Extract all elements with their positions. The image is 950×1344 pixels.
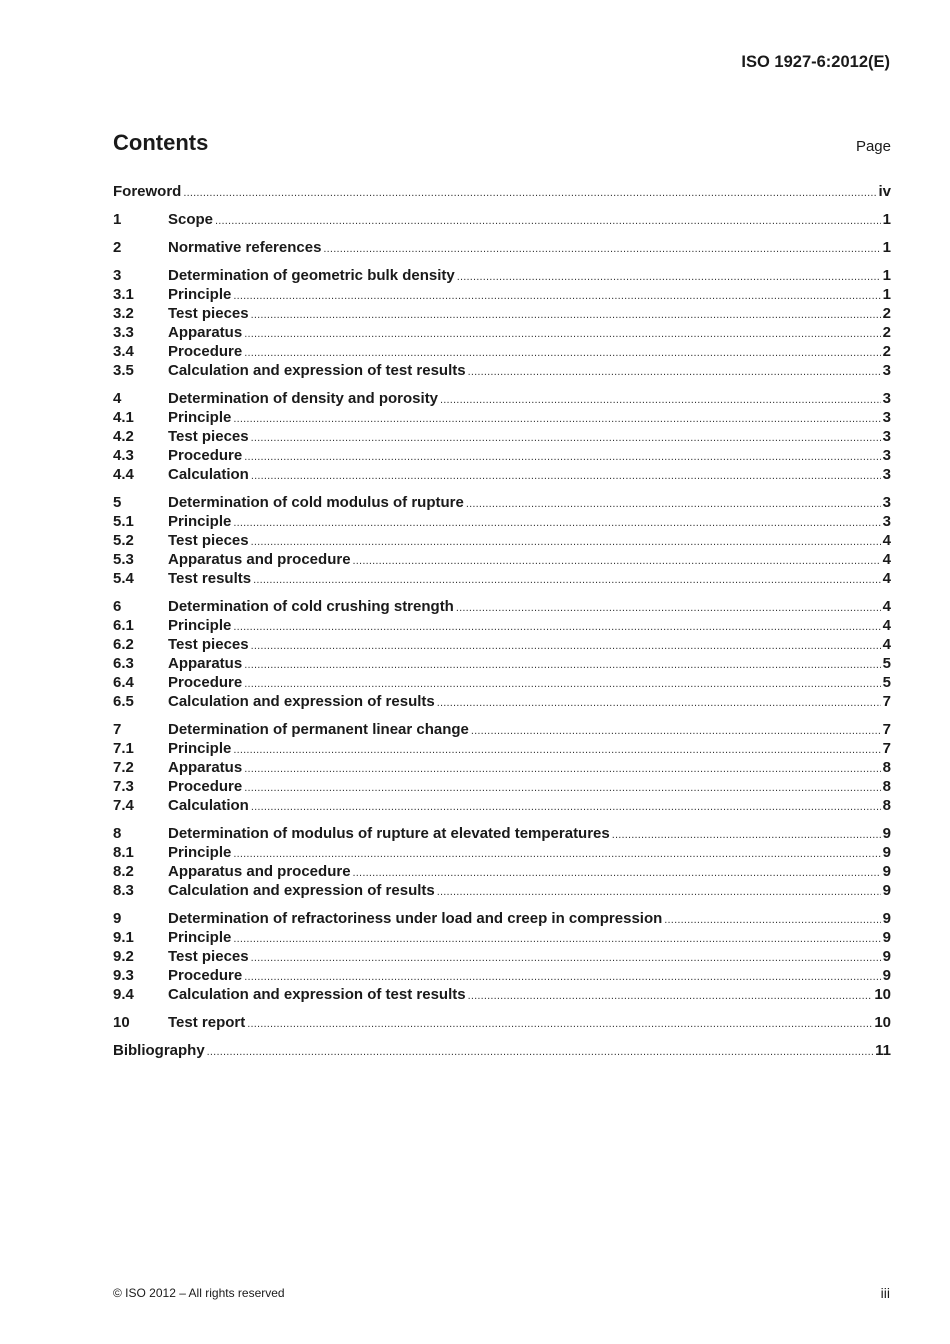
toc-entry-title: Procedure [168, 778, 243, 795]
toc-dot-leader [233, 741, 880, 760]
toc-entry[interactable] [113, 881, 891, 900]
toc-entry-page: 7 [882, 740, 891, 757]
toc-entry-title: Principle [168, 617, 232, 634]
toc-entry-number: 5.4 [113, 570, 134, 587]
toc-entry-number: 1 [113, 211, 122, 228]
toc-entry[interactable] [113, 720, 891, 739]
toc-entry-title: Determination of refractoriness under load and creep in compression [168, 910, 663, 927]
toc-entry-title: Apparatus [168, 655, 243, 672]
toc-entry-number: 7.2 [113, 759, 134, 776]
toc-entry-number: 6.4 [113, 674, 134, 691]
toc-entry-page: 9 [882, 967, 891, 984]
toc-entry[interactable] [113, 928, 891, 947]
toc-entry-title: Apparatus [168, 324, 243, 341]
toc-entry[interactable] [113, 569, 891, 588]
toc-dot-leader [244, 760, 880, 779]
toc-entry-title: Determination of density and porosity [168, 390, 439, 407]
toc-entry-page: 8 [882, 797, 891, 814]
toc-entry-number: 6 [113, 598, 122, 615]
contents-heading: Contents [113, 130, 209, 155]
toc-entry[interactable] [113, 909, 891, 928]
toc-entry-title: Calculation and expression of test results [168, 986, 466, 1003]
toc-entry[interactable] [113, 408, 891, 427]
toc-entry[interactable] [113, 597, 891, 616]
toc-entry[interactable] [113, 796, 891, 815]
toc-entry-number: 3.5 [113, 362, 134, 379]
toc-entry-page: 3 [882, 362, 891, 379]
toc-entry[interactable] [113, 550, 891, 569]
toc-dot-leader [323, 240, 880, 259]
toc-entry-number: 3.4 [113, 343, 134, 360]
toc-entry[interactable] [113, 673, 891, 692]
toc-dot-leader [183, 184, 876, 203]
toc-entry-title: Principle [168, 513, 232, 530]
toc-entry-page: 1 [882, 267, 891, 284]
toc-entry[interactable] [113, 512, 891, 531]
toc-dot-leader [233, 514, 880, 533]
toc-entry-title: Calculation [168, 797, 249, 814]
toc-entry[interactable] [113, 210, 891, 229]
toc-entry-title: Determination of cold modulus of rupture [168, 494, 464, 511]
toc-entry-page: 8 [882, 759, 891, 776]
toc-entry-page: 3 [882, 409, 891, 426]
toc-entry[interactable] [113, 616, 891, 635]
toc-entry[interactable] [113, 427, 891, 446]
toc-dot-leader [664, 911, 880, 930]
toc-dot-leader [251, 429, 881, 448]
toc-entry-title: Principle [168, 409, 232, 426]
toc-entry[interactable] [113, 739, 891, 758]
toc-entry[interactable] [113, 361, 891, 380]
toc-entry[interactable] [113, 777, 891, 796]
toc-entry-page: 4 [882, 532, 891, 549]
toc-entry-page: 3 [882, 466, 891, 483]
toc-entry-page: 4 [882, 551, 891, 568]
toc-entry-page: 9 [882, 929, 891, 946]
toc-entry-title: Calculation and expression of test results [168, 362, 466, 379]
toc-entry[interactable] [113, 304, 891, 323]
toc-entry[interactable] [113, 1041, 891, 1060]
toc-entry[interactable] [113, 266, 891, 285]
toc-entry-number: 7.3 [113, 778, 134, 795]
copyright-notice: © ISO 2012 – All rights reserved [113, 1286, 285, 1300]
toc-entry-title: Test pieces [168, 948, 249, 965]
toc-dot-leader [353, 552, 881, 571]
toc-entry-title: Determination of permanent linear change [168, 721, 469, 738]
toc-dot-leader [233, 618, 880, 637]
toc-dot-leader [468, 363, 881, 382]
toc-entry[interactable] [113, 824, 891, 843]
toc-entry-page: 2 [882, 305, 891, 322]
toc-entry-number: 3 [113, 267, 122, 284]
toc-entry-title: Determination of modulus of rupture at elevated temperatures [168, 825, 610, 842]
toc-entry-page: 2 [882, 324, 891, 341]
toc-entry-page: 4 [882, 636, 891, 653]
toc-entry-title: Calculation and expression of results [168, 882, 435, 899]
toc-entry-page: 7 [882, 693, 891, 710]
toc-entry-number: 5 [113, 494, 122, 511]
toc-entry-number: 9.3 [113, 967, 134, 984]
toc-entry[interactable] [113, 531, 891, 550]
toc-entry-number: 4.3 [113, 447, 134, 464]
toc-entry-page: 4 [882, 570, 891, 587]
toc-entry-number: 4 [113, 390, 122, 407]
toc-entry-page: 8 [882, 778, 891, 795]
toc-dot-leader [244, 325, 880, 344]
toc-entry-title: Principle [168, 740, 232, 757]
table-of-contents [113, 182, 891, 1060]
toc-dot-leader [251, 306, 881, 325]
page-number: iii [880, 1285, 890, 1301]
toc-entry-title: Calculation [168, 466, 249, 483]
toc-entry-title: Apparatus [168, 759, 243, 776]
toc-entry-number: 7.1 [113, 740, 134, 757]
toc-entry[interactable] [113, 182, 891, 201]
toc-entry-title: Procedure [168, 447, 243, 464]
toc-entry-title: Foreword [113, 183, 182, 200]
toc-entry-page: 11 [875, 1042, 891, 1059]
toc-dot-leader [456, 599, 881, 618]
toc-entry-page: 9 [882, 844, 891, 861]
toc-dot-leader [233, 410, 880, 429]
toc-dot-leader [251, 949, 881, 968]
toc-entry-number: 7 [113, 721, 122, 738]
toc-entry-number: 5.3 [113, 551, 134, 568]
toc-entry-number: 4.4 [113, 466, 134, 483]
toc-dot-leader [466, 495, 881, 514]
toc-entry[interactable] [113, 1013, 891, 1032]
toc-entry-number: 2 [113, 239, 122, 256]
toc-entry-title: Principle [168, 929, 232, 946]
toc-entry-title: Normative references [168, 239, 322, 256]
toc-entry[interactable] [113, 342, 891, 361]
toc-entry-page: 9 [882, 825, 891, 842]
toc-entry[interactable] [113, 862, 891, 881]
toc-entry-number: 9.2 [113, 948, 134, 965]
toc-entry-page: 9 [882, 882, 891, 899]
toc-dot-leader [612, 826, 881, 845]
toc-entry-number: 6.5 [113, 693, 134, 710]
toc-entry-title: Principle [168, 286, 232, 303]
toc-entry-number: 3.2 [113, 305, 134, 322]
toc-entry-page: 3 [882, 390, 891, 407]
toc-entry-number: 5.1 [113, 513, 134, 530]
toc-entry-number: 9 [113, 910, 122, 927]
toc-entry-number: 8.1 [113, 844, 134, 861]
toc-entry-number: 9.1 [113, 929, 134, 946]
toc-entry-number: 6.3 [113, 655, 134, 672]
toc-entry-title: Procedure [168, 343, 243, 360]
toc-dot-leader [253, 571, 881, 590]
toc-dot-leader [207, 1043, 873, 1062]
toc-entry-page: 10 [874, 1014, 891, 1031]
toc-entry[interactable] [113, 446, 891, 465]
toc-dot-leader [437, 883, 881, 902]
toc-entry-number: 9.4 [113, 986, 134, 1003]
toc-entry-number: 4.1 [113, 409, 134, 426]
toc-dot-leader [251, 467, 881, 486]
toc-entry-page: 4 [882, 617, 891, 634]
toc-entry[interactable] [113, 966, 891, 985]
toc-entry-page: 5 [882, 655, 891, 672]
toc-entry-page: 9 [882, 910, 891, 927]
toc-entry-page: 1 [882, 239, 891, 256]
toc-entry-title: Determination of cold crushing strength [168, 598, 454, 615]
toc-entry[interactable] [113, 285, 891, 304]
document-id: ISO 1927-6:2012(E) [741, 53, 890, 71]
toc-entry-number: 6.1 [113, 617, 134, 634]
toc-entry-title: Test pieces [168, 532, 249, 549]
toc-dot-leader [244, 448, 880, 467]
toc-entry-page: 7 [882, 721, 891, 738]
toc-entry-page: 3 [882, 494, 891, 511]
toc-entry-page: iv [878, 183, 891, 200]
toc-dot-leader [440, 391, 881, 410]
toc-entry-page: 1 [882, 286, 891, 303]
toc-entry-number: 3.3 [113, 324, 134, 341]
toc-dot-leader [233, 287, 880, 306]
toc-entry-number: 8.2 [113, 863, 134, 880]
toc-entry-title: Calculation and expression of results [168, 693, 435, 710]
toc-entry-title: Test pieces [168, 636, 249, 653]
toc-entry-page: 9 [882, 948, 891, 965]
toc-entry[interactable] [113, 323, 891, 342]
toc-entry-title: Procedure [168, 967, 243, 984]
toc-entry-page: 3 [882, 447, 891, 464]
toc-entry-page: 10 [874, 986, 891, 1003]
toc-entry[interactable] [113, 465, 891, 484]
toc-entry-title: Principle [168, 844, 232, 861]
toc-entry-title: Bibliography [113, 1042, 205, 1059]
toc-entry-page: 4 [882, 598, 891, 615]
toc-entry[interactable] [113, 758, 891, 777]
toc-entry-title: Apparatus and procedure [168, 863, 351, 880]
toc-entry-title: Procedure [168, 674, 243, 691]
toc-entry-page: 9 [882, 863, 891, 880]
toc-entry-number: 7.4 [113, 797, 134, 814]
toc-entry-title: Determination of geometric bulk density [168, 267, 455, 284]
toc-entry-page: 2 [882, 343, 891, 360]
toc-dot-leader [215, 212, 881, 231]
toc-entry[interactable] [113, 692, 891, 711]
toc-entry-page: 3 [882, 513, 891, 530]
toc-entry-title: Apparatus and procedure [168, 551, 351, 568]
toc-entry-number: 4.2 [113, 428, 134, 445]
page-column-label: Page [855, 138, 891, 155]
toc-dot-leader [437, 694, 881, 713]
toc-dot-leader [244, 779, 880, 798]
toc-entry-number: 10 [113, 1014, 130, 1031]
toc-dot-leader [244, 656, 880, 675]
toc-entry-page: 1 [882, 211, 891, 228]
toc-entry-number: 8.3 [113, 882, 134, 899]
toc-entry-title: Scope [168, 211, 214, 228]
toc-entry-title: Test report [168, 1014, 246, 1031]
toc-entry-number: 8 [113, 825, 122, 842]
toc-entry-page: 3 [882, 428, 891, 445]
toc-dot-leader [233, 930, 880, 949]
toc-dot-leader [457, 268, 881, 287]
toc-entry[interactable] [113, 238, 891, 257]
toc-entry-number: 3.1 [113, 286, 134, 303]
toc-entry[interactable] [113, 843, 891, 862]
toc-entry-title: Test pieces [168, 428, 249, 445]
toc-entry[interactable] [113, 493, 891, 512]
toc-dot-leader [468, 987, 873, 1006]
toc-entry-number: 6.2 [113, 636, 134, 653]
toc-entry-title: Test pieces [168, 305, 249, 322]
toc-entry[interactable] [113, 654, 891, 673]
toc-entry[interactable] [113, 947, 891, 966]
toc-entry[interactable] [113, 389, 891, 408]
toc-entry-title: Test results [168, 570, 252, 587]
toc-dot-leader [471, 722, 881, 741]
toc-entry[interactable] [113, 635, 891, 654]
toc-dot-leader [251, 798, 881, 817]
toc-entry-number: 5.2 [113, 532, 134, 549]
toc-entry-page: 5 [882, 674, 891, 691]
toc-entry[interactable] [113, 985, 891, 1004]
toc-dot-leader [247, 1015, 872, 1034]
toc-dot-leader [251, 637, 881, 656]
